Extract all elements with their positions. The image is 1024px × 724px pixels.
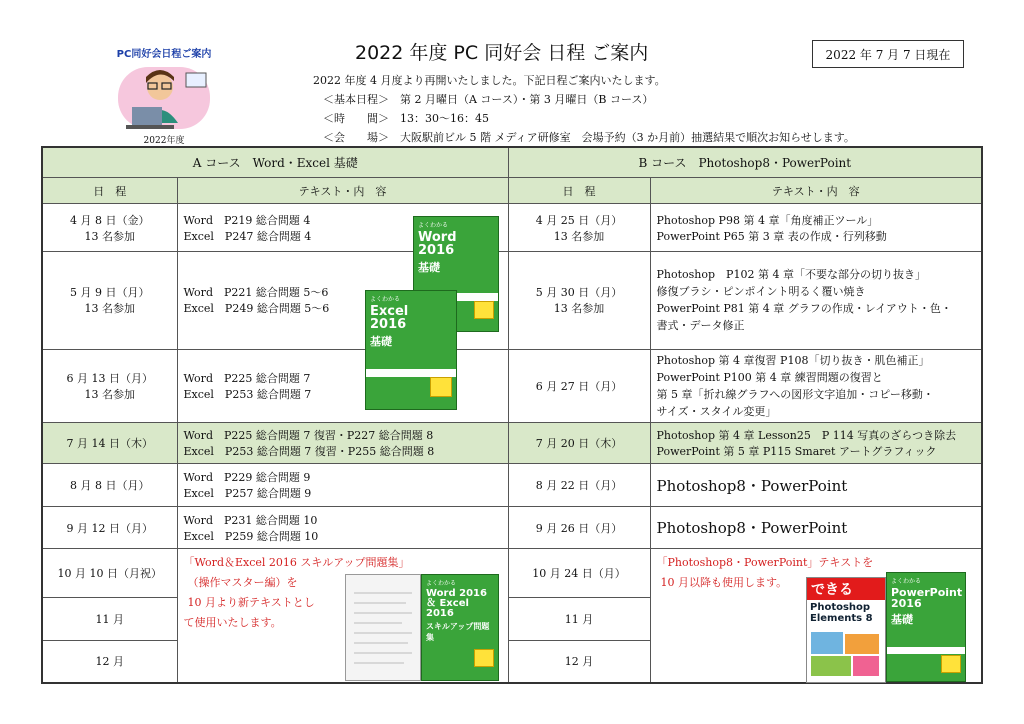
b-text-cell [650,422,982,464]
a-text-cell [177,506,508,549]
a-date-cell [42,422,177,464]
a-text: Excel P249 総合問題 5～6 [183,302,330,316]
intro-text [313,71,855,147]
logo-title: PC同好会日程ご案内 [116,49,212,60]
b-text: PowerPoint P65 第 3 章 表の作成・行列移動 [656,229,887,243]
a-date: 7 月 14 日（木） [66,436,153,450]
a-text: Word P229 総合問題 9 [183,471,311,484]
course-b-header: B コース Photoshop8・PowerPoint [508,147,982,177]
as-of-date: 2022 年 7 月 7 日現在 [812,40,964,68]
intro-line: ＜会 場＞ 大阪駅前ビル 5 階 メディア研修室 会場予約（3 か月前）抽選結果で順次お知らせします。 [323,131,855,144]
col-header-date: 日 程 [508,177,650,203]
a-note: て使用いたします。 [183,616,282,630]
a-date-cell: 12 月 [42,640,177,683]
a-date: 9 月 12 日（月） [66,521,153,535]
book-subtitle: 基礎 [370,335,392,348]
powerpoint-textbook-cover [886,572,966,682]
b-date: 6 月 27 日（月） [535,379,623,393]
b-date-cell [508,252,650,349]
table-row-current [42,422,982,464]
a-date-cell: 10 月 10 日（月祝） [42,549,177,598]
b-text-cell: Photoshop8・PowerPoint [650,464,982,507]
col-header-text: テキスト・内 容 [177,177,508,203]
table-row [42,506,982,549]
b-text: Photoshop 第 4 章復習 P108「切り抜き・肌色補正」 [656,353,930,367]
b-text: Photoshop P98 第 4 章「角度補正ツール」 [656,213,879,227]
page-title: 2022 年度 PC 同好会 日程 ご案内 [355,42,649,64]
attendance: 13 名参加 [84,229,135,243]
a-text: Excel P259 総合問題 10 [183,529,319,543]
a-date: 5 月 9 日（月） [70,286,150,300]
attendance: 13 名参加 [553,302,605,316]
a-text: Excel P257 総合問題 9 [183,487,312,500]
b-date-cell: 12 月 [508,640,650,683]
intro-line: ＜時 間＞ 13：30～16：45 [323,112,489,125]
attendance: 13 名参加 [553,229,605,243]
intro-line: ＜基本日程＞ 第 2 月曜日（A コース）・第 3 月曜日（B コース） [323,93,654,106]
b-text: 書式・データ修正 [656,319,745,333]
b-date-cell [508,422,650,464]
a-date: 6 月 13 日（月） [66,371,153,385]
book-subtitle: 基礎 [418,261,440,274]
book-title: Excel 2016 [370,304,409,332]
a-text: Excel P247 総合問題 4 [183,229,312,243]
b-note: 「Photoshop8・PowerPoint」テキストを [656,556,874,570]
b-date: 9 月 26 日（月） [535,521,623,535]
back-cover-text-lines [346,575,420,680]
b-text: Photoshop 第 4 章 Lesson25 P 114 写真のざらつき除去 [656,428,957,442]
col-header-date: 日 程 [42,177,177,203]
a-date: 4 月 8 日（金） [70,213,150,227]
table-row [42,252,982,349]
a-note: （操作マスター編）を [187,576,298,590]
club-logo [108,45,220,145]
book-series: よくわかる [891,578,922,585]
table-row [42,349,982,422]
a-note: 10 月より新テキストとし [187,596,315,610]
a-text: Excel P253 総合問題 7 [183,387,312,401]
a-text-cell [177,464,508,507]
a-text-cell [177,349,508,422]
book-series: できる [807,578,885,600]
a-note: 「Word＆Excel 2016 スキルアップ問題集」 [183,556,410,570]
intro-line: 2022 年度 4 月度より再開いたしました。下記日程ご案内いたします。 [313,74,666,87]
excel-textbook-cover [365,290,457,410]
b-text: PowerPoint P81 第 4 章 グラフの作成・レイアウト・色・ [656,302,952,316]
a-date-cell [42,506,177,549]
a-text: Word P221 総合問題 5～6 [183,286,329,300]
a-date-cell: 11 月 [42,598,177,641]
book-title: Photoshop Elements 8 [810,602,873,624]
cover-photo-collage [807,630,885,680]
course-a-header: A コース Word・Excel 基礎 [42,147,508,177]
a-text-cell [177,422,508,464]
photoshop-textbook-cover [806,577,886,683]
table-row [42,204,982,252]
a-date-cell [42,252,177,349]
book-title: PowerPoint 2016 [891,586,963,610]
book-title: Word 2016 [418,230,457,258]
b-date-cell [508,349,650,422]
b-text: サイズ・スタイル変更」 [656,404,777,418]
a-text: Excel P253 総合問題 7 復習・P255 総合問題 8 [183,444,435,458]
b-text: PowerPoint 第 5 章 P115 Smaret アートグラフィック [656,444,937,458]
b-date-cell [508,464,650,507]
book-series: よくわかる [370,296,401,303]
skillup-textbook-cover [421,574,499,681]
a-text: Word P225 総合問題 7 復習・P227 総合問題 8 [183,428,434,442]
b-text-cell [650,349,982,422]
book-series: よくわかる [426,580,457,587]
b-date: 5 月 30 日（月） [535,286,623,300]
book-subtitle: スキルアップ問題集 [426,622,490,642]
b-text: 第 5 章「折れ線グラフへの図形文字追加・コピー移動・ [656,387,934,401]
skillup-book-back-cover [345,574,421,681]
b-date-cell: 10 月 24 日（月） [508,549,650,598]
book-title: Word 2016＆ Excel 2016 [426,588,487,619]
attendance: 13 名参加 [84,302,135,316]
b-date: 8 月 22 日（月） [535,479,623,492]
a-date-cell [42,204,177,252]
a-text: Word P225 総合問題 7 [183,371,311,385]
b-text: PowerPoint P100 第 4 章 練習問題の復習と [656,370,883,384]
a-text: Word P231 総合問題 10 [183,513,318,527]
b-date-cell [508,204,650,252]
b-date-cell: 11 月 [508,598,650,641]
b-text-cell [650,252,982,349]
b-note: 10 月以降も使用します。 [660,576,788,590]
attendance: 13 名参加 [84,387,135,401]
b-text: Photoshop P102 第 4 章「不要な部分の切り抜き」 [656,268,926,282]
b-text-cell: Photoshop8・PowerPoint [650,506,982,549]
person-at-laptop-illustration [108,45,220,145]
col-header-text: テキスト・内 容 [650,177,982,203]
b-date: 4 月 25 日（月） [535,213,623,227]
logo-year: 2022年度 [143,136,185,146]
book-subtitle: 基礎 [891,613,913,626]
b-date: 7 月 20 日（木） [535,436,623,450]
a-date: 8 月 8 日（月） [70,479,150,492]
b-date-cell [508,506,650,549]
book-series: よくわかる [418,222,449,229]
b-text: 修復ブラシ・ピンポイント明るく覆い焼き [656,285,866,299]
a-date-cell [42,349,177,422]
b-text-cell [650,204,982,252]
a-date-cell [42,464,177,507]
table-row [42,464,982,507]
a-text: Word P219 総合問題 4 [183,213,311,227]
